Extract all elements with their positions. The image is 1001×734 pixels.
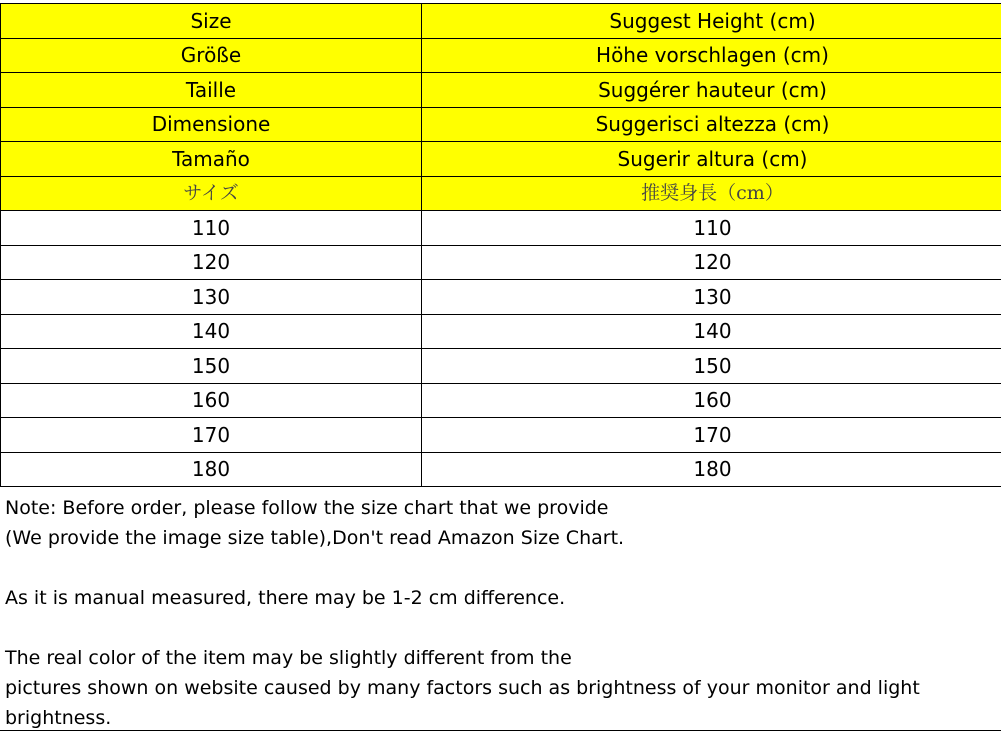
color-note-line: pictures shown on website caused by many factors such as brightness of your monitor and light (5, 677, 920, 699)
height-value-cell: 110 (422, 211, 1001, 246)
size-value-cell: 130 (1, 280, 422, 315)
size-header-cell: Größe (1, 38, 422, 73)
order-note-line: Note: Before order, please follow the size chart that we provide (5, 497, 609, 519)
measurement-note: As it is manual measured, there may be 1-2 cm difference. (5, 587, 566, 609)
height-header-cell: Suggérer hauteur (cm) (422, 73, 1001, 108)
header-row (1, 38, 1001, 73)
height-value-cell: 180 (422, 452, 1001, 487)
header-row (1, 4, 1001, 39)
size-value-cell: 110 (1, 211, 422, 246)
height-header-cell: Suggest Height (cm) (422, 4, 1001, 39)
height-value-cell: 140 (422, 314, 1001, 349)
header-row (1, 176, 1001, 211)
size-table-body (1, 4, 1001, 487)
height-value-cell: 150 (422, 349, 1001, 384)
size-table (0, 3, 1001, 487)
height-header-cell: Sugerir altura (cm) (422, 142, 1001, 177)
size-value-cell: 180 (1, 452, 422, 487)
height-value-cell: 130 (422, 280, 1001, 315)
color-note-line: brightness. (5, 707, 112, 729)
size-header-cell: Tamaño (1, 142, 422, 177)
notes-section (0, 487, 1001, 731)
size-value-cell: 150 (1, 349, 422, 384)
table-row (1, 280, 1001, 315)
height-value-cell: 160 (422, 383, 1001, 418)
header-row (1, 142, 1001, 177)
size-value-cell: 140 (1, 314, 422, 349)
height-value-cell: 120 (422, 245, 1001, 280)
height-header-cell: Suggerisci altezza (cm) (422, 107, 1001, 142)
size-header-cell: Size (1, 4, 422, 39)
height-header-cell: 推奨身長（cm） (422, 176, 1001, 211)
table-row (1, 383, 1001, 418)
header-row (1, 73, 1001, 108)
size-header-cell: Taille (1, 73, 422, 108)
height-value-cell: 170 (422, 418, 1001, 453)
spacer (5, 613, 996, 643)
height-header-cell: Höhe vorschlagen (cm) (422, 38, 1001, 73)
size-header-cell: サイズ (1, 176, 422, 211)
color-note-line: The real color of the item may be slightly different from the (5, 647, 572, 669)
spacer (5, 553, 996, 583)
order-note-line: (We provide the image size table),Don't read Amazon Size Chart. (5, 527, 625, 549)
header-row (1, 107, 1001, 142)
table-row (1, 314, 1001, 349)
table-row (1, 452, 1001, 487)
table-row (1, 418, 1001, 453)
size-value-cell: 160 (1, 383, 422, 418)
table-row (1, 245, 1001, 280)
table-row (1, 211, 1001, 246)
size-value-cell: 170 (1, 418, 422, 453)
size-header-cell: Dimensione (1, 107, 422, 142)
size-value-cell: 120 (1, 245, 422, 280)
table-row (1, 349, 1001, 384)
